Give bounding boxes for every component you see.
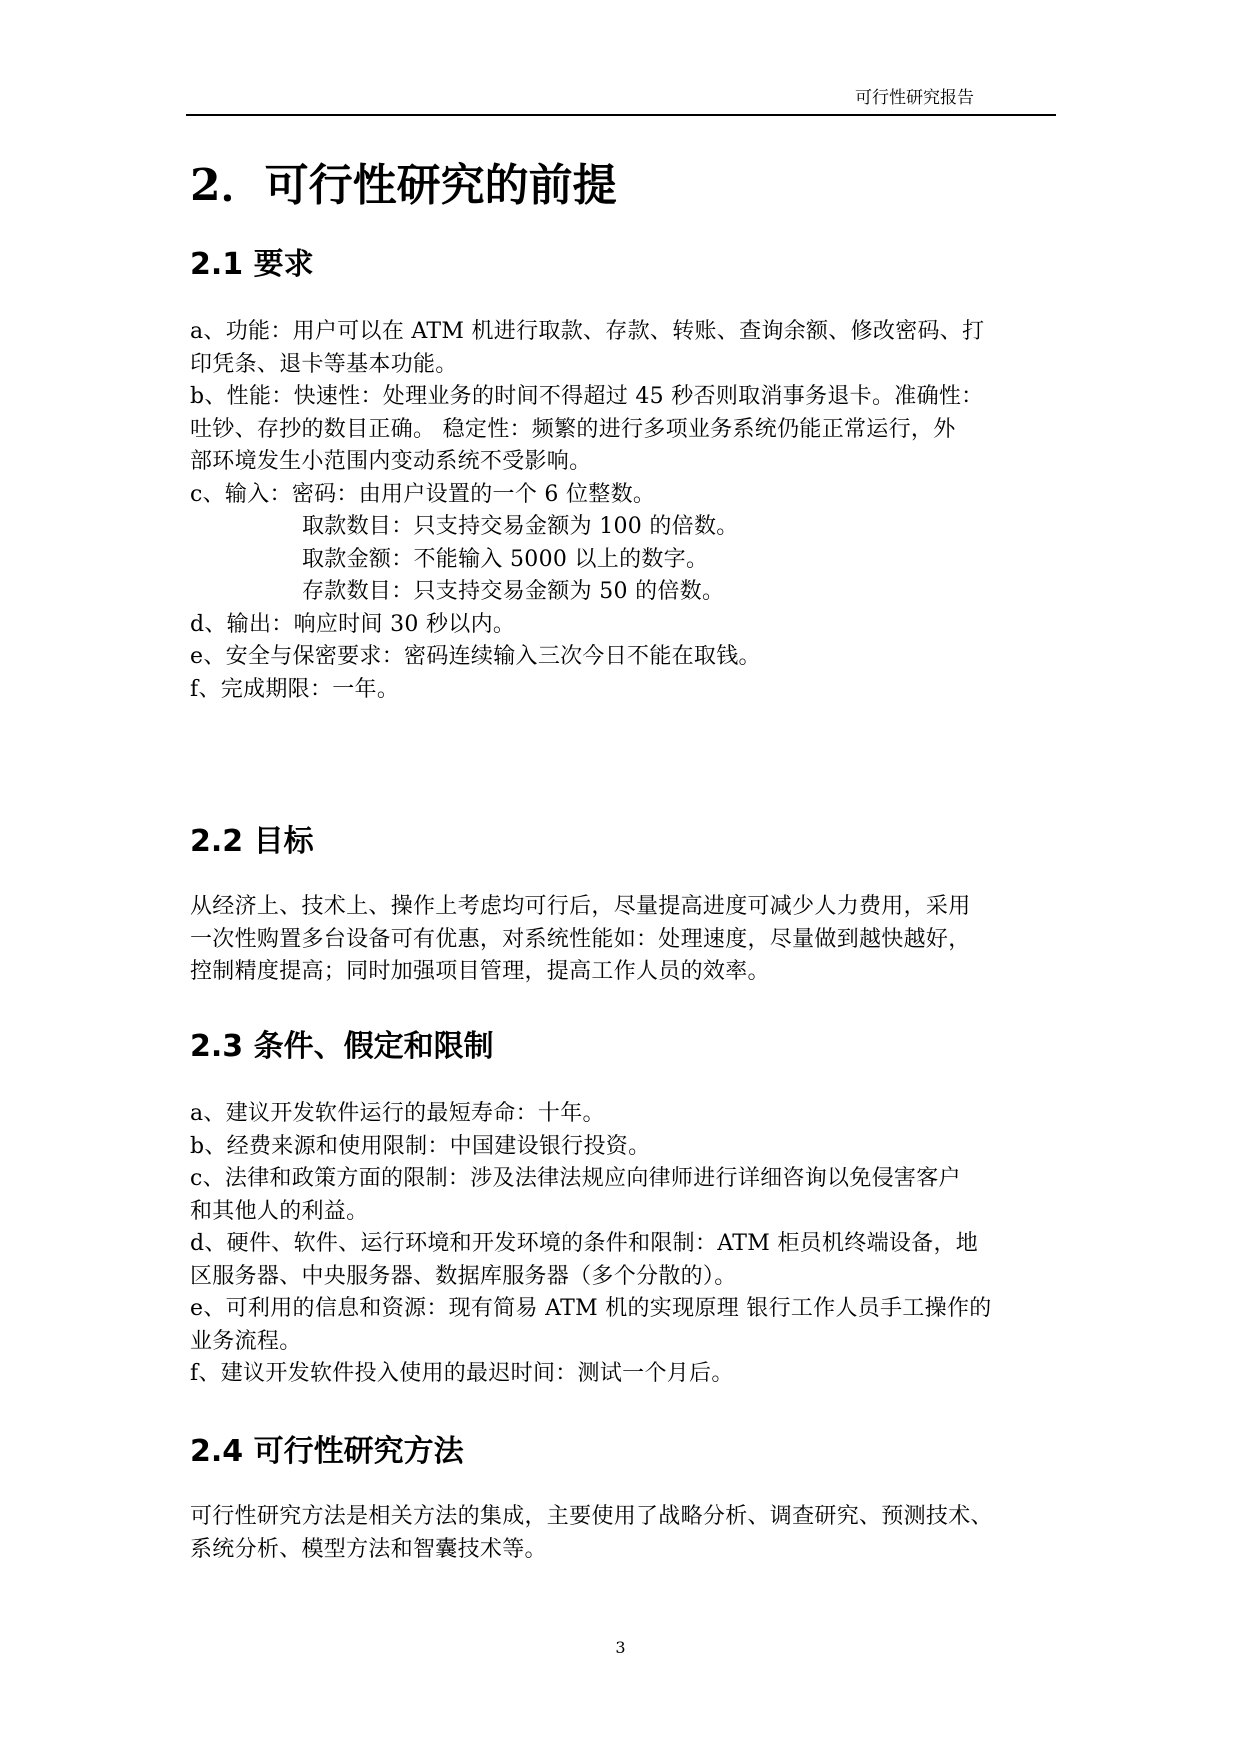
text-line: c、法律和政策方面的限制：涉及法律法规应向律师进行详细咨询以免侵害客户 xyxy=(190,1166,961,1191)
text-line: 控制精度提高；同时加强项目管理，提高工作人员的效率。 xyxy=(190,959,770,984)
text-line: 取款数目：只支持交易金额为 100 的倍数。 xyxy=(302,514,739,539)
text-line: b、性能：快速性：处理业务的时间不得超过 45 秒否则取消事务退卡。准确性： xyxy=(190,384,984,409)
text-line: 系统分析、模型方法和智囊技术等。 xyxy=(190,1536,547,1562)
text-line: 取款金额：不能输入 5000 以上的数字。 xyxy=(302,546,709,572)
text-line: 吐钞、存抄的数目正确。 稳定性：频繁的进行多项业务系统仍能正常运行，外 xyxy=(190,416,956,442)
text-line: 印凭条、退卡等基本功能。 xyxy=(190,351,458,377)
text-line: e、安全与保密要求：密码连续输入三次今日不能在取钱。 xyxy=(190,644,761,669)
text-line: 存款数目：只支持交易金额为 50 的倍数。 xyxy=(302,579,725,604)
text-line: f、完成期限：一年。 xyxy=(190,676,400,702)
text-line: d、输出：响应时间 30 秒以内。 xyxy=(190,611,516,637)
chapter-title: 2．可行性研究的前提 xyxy=(190,160,617,211)
text-line: c、输入：密码：由用户设置的一个 6 位整数。 xyxy=(190,481,656,507)
section-body-goals xyxy=(190,891,1056,989)
text-line: 部环境发生小范围内变动系统不受影响。 xyxy=(190,449,592,474)
text-line: e、可利用的信息和资源：现有简易 ATM 机的实现原理 银行工作人员手工操作的 xyxy=(190,1296,992,1321)
text-line: d、硬件、软件、运行环境和开发环境的条件和限制：ATM 柜员机终端设备，地 xyxy=(190,1231,979,1256)
section-body-methods xyxy=(190,1501,1056,1566)
text-line: 可行性研究方法是相关方法的集成，主要使用了战略分析、调查研究、预测技术、 xyxy=(190,1504,993,1529)
header-rule xyxy=(186,114,1056,116)
text-line: 和其他人的利益。 xyxy=(190,1198,369,1224)
text-line: a、功能：用户可以在 ATM 机进行取款、存款、转账、查询余额、修改密码、打 xyxy=(190,319,985,344)
section-body-requirements xyxy=(190,316,1056,706)
text-line: 从经济上、技术上、操作上考虑均可行后，尽量提高进度可减少人力费用，采用 xyxy=(190,894,971,919)
section-title-conditions: 2.3 条件、假定和限制 xyxy=(190,1029,494,1064)
text-line: 业务流程。 xyxy=(190,1328,302,1354)
page-number: 3 xyxy=(615,1638,626,1657)
section-title-goals: 2.2 目标 xyxy=(190,824,314,859)
text-line: 一次性购置多台设备可有优惠，对系统性能如：处理速度，尽量做到越快越好， xyxy=(190,926,971,952)
section-title-requirements: 2.1 要求 xyxy=(190,247,314,282)
section-title-methods: 2.4 可行性研究方法 xyxy=(190,1434,464,1469)
running-header: 可行性研究报告 xyxy=(855,88,974,108)
text-line: f、建议开发软件投入使用的最迟时间：测试一个月后。 xyxy=(190,1361,734,1386)
text-line: b、经费来源和使用限制：中国建设银行投资。 xyxy=(190,1133,651,1159)
text-line: 区服务器、中央服务器、数据库服务器（多个分散的）。 xyxy=(190,1263,737,1289)
section-body-conditions xyxy=(190,1098,1056,1391)
text-line: a、建议开发软件运行的最短寿命：十年。 xyxy=(190,1101,605,1126)
